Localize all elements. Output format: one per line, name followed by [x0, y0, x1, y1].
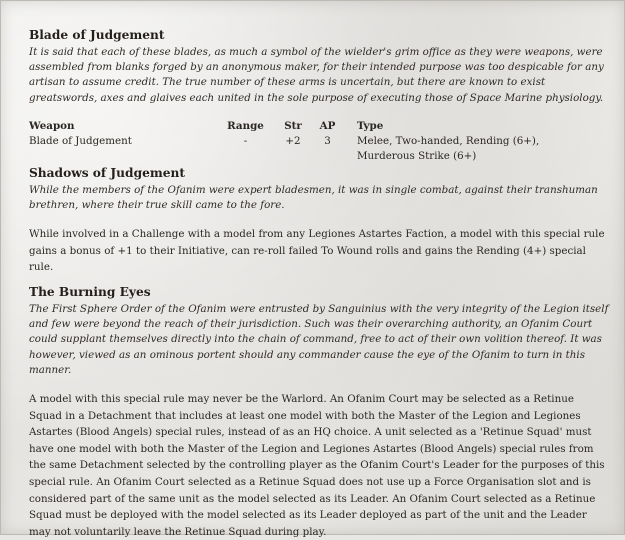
- cell-ap: 3: [324, 134, 331, 147]
- weapon-profile-table: [29, 119, 542, 164]
- blade-title: Blade of Judgement: [29, 28, 165, 42]
- weapon-table-header-row: [29, 119, 542, 134]
- header-weapon: Weapon: [29, 119, 75, 132]
- cell-type-line2: Murderous Strike (6+): [357, 149, 477, 162]
- cell-str: +2: [285, 134, 301, 147]
- shadows-of-judgement-section: [29, 166, 609, 276]
- cell-weapon: Blade of Judgement: [29, 134, 132, 147]
- burning-title: The Burning Eyes: [29, 285, 151, 299]
- burning-eyes-section: [29, 285, 609, 540]
- shadows-rule-text: While involved in a Challenge with a model from any Legiones Astartes Faction, a model with this special rule gains a bonus of +1 to their Initiative, can re-roll failed To Wound rolls and gains the Rending (4+) special rule.: [29, 228, 605, 274]
- header-type: Type: [357, 119, 384, 132]
- shadows-title: Shadows of Judgement: [29, 165, 185, 180]
- weapon-table-row: [29, 134, 542, 164]
- cell-type: [340, 134, 542, 164]
- burning-flavor-text: The First Sphere Order of the Ofanim were entrusted by Sanguinius with the very integrity of the Legion itself and few were beyond the reach of their jurisdiction. Such was their overarching authority, an Ofanim Court could supplant themselves directly into the chain of command, free to act of their own volition thereof. It was however, viewed as an ominous portent should any commander cause the eye of the Ofanim to turn in this manner.: [29, 303, 609, 376]
- burning-rule-text: A model with this special rule may never be the Warlord. An Ofanim Court may be selected as a Retinue Squad in a Detachment that includes at least one model with both the Master of the Legion and Legiones Astartes (Blood Angels) special rules, instead of as an HQ choice. A unit selected as a 'Retinue Squad' must have one model with both the Master of the Legion and Legiones Astartes (Blood Angels) special rules from the same Detachment selected by the controlling player as the Ofanim Court's Leader for the purposes of this special rule. An Ofanim Court selected as a Retinue Squad does not use up a Force Organisation slot and is considered part of the same unit as the model selected as its Leader. An Ofanim Court selected as a Retinue Squad must be deployed with the model selected as its Leader deployed as part of the unit and the Leader may not voluntarily leave the Retinue Squad during play.: [29, 393, 605, 538]
- blade-flavor-text: It is said that each of these blades, as much a symbol of the wielder's grim office as they were weapons, were assembled from blanks forged by an anonymous maker, for their intended purpose was too despicable for any artisan to assume credit. The true number of these arms is uncertain, but there are known to exist greatswords, axes and glaives each united in the sole purpose of executing those of Space Marine physiology.: [29, 46, 604, 104]
- cell-range: -: [243, 134, 248, 147]
- blade-of-judgement-section: [29, 28, 609, 164]
- header-range: Range: [227, 119, 264, 132]
- cell-type-line1: Melee, Two-handed, Rending (6+),: [357, 134, 540, 147]
- header-str: Str: [284, 119, 302, 132]
- header-ap: AP: [319, 119, 336, 132]
- rules-content: [29, 28, 609, 540]
- shadows-flavor-text: While the members of the Ofanim were expert bladesmen, it was in single combat, against their transhuman brethren, where their true skill came to the fore.: [29, 183, 598, 212]
